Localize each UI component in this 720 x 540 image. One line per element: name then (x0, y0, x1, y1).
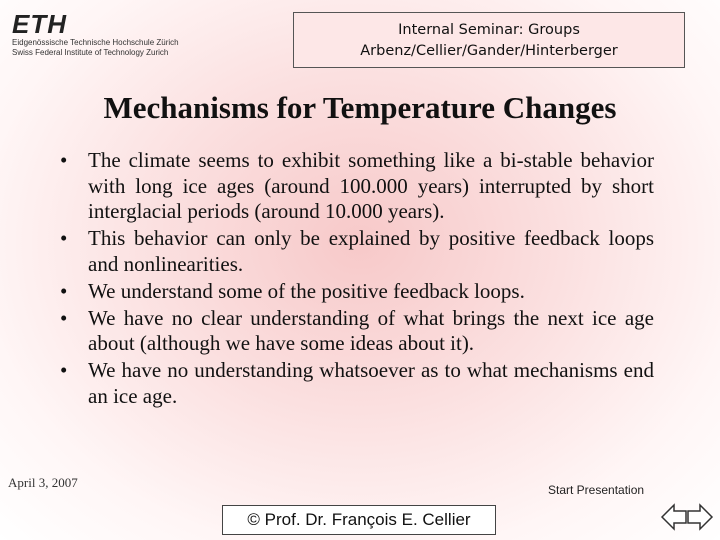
arrow-left-icon[interactable] (660, 500, 688, 534)
bullet-text: We have no clear understanding of what brings the next ice age about (although we have some ideas about it). (88, 305, 654, 355)
bullet-item (58, 279, 654, 305)
slide-date: April 3, 2007 (8, 475, 78, 490)
eth-logo-line-english: Swiss Federal Institute of Technology Zurich (12, 48, 169, 57)
eth-logo-mark: ETH (12, 9, 67, 39)
bullet-dot: • (60, 226, 68, 250)
bullet-list (58, 148, 654, 411)
bullet-text: The climate seems to exhibit something like a bi-stable behavior with long ice ages (around 100.000 years) interrupted by short interglacial periods (around 10.000 years). (88, 148, 654, 223)
bullet-text: This behavior can only be explained by positive feedback loops and nonlinearities. (88, 226, 654, 276)
bullet-dot: • (60, 278, 68, 303)
bullet-item (58, 306, 654, 357)
start-presentation-link[interactable]: Start Presentation (548, 483, 645, 497)
arrow-right-icon[interactable] (686, 500, 714, 534)
bullet-text: We understand some of the positive feedback loops. (88, 278, 525, 303)
slide-navigation (660, 500, 716, 534)
bullet-item (58, 226, 654, 277)
eth-logo-line-german: Eidgenössische Technische Hochschule Zürich (12, 38, 179, 47)
bullet-item (58, 148, 654, 225)
author-credit: © Prof. Dr. François E. Cellier (222, 505, 496, 535)
bullet-dot: • (60, 148, 68, 172)
bullet-text: We have no understanding whatsoever as to what mechanisms end an ice age. (88, 358, 654, 408)
bullet-item (58, 358, 654, 409)
seminar-title-box (293, 12, 685, 68)
slide-title: Mechanisms for Temperature Changes (103, 90, 617, 125)
eth-logo (12, 10, 202, 58)
bullet-dot: • (60, 358, 68, 382)
seminar-title-line2: Arbenz/Cellier/Gander/Hinterberger (360, 43, 618, 59)
seminar-title-line1: Internal Seminar: Groups (398, 22, 580, 38)
bullet-dot: • (60, 305, 68, 330)
